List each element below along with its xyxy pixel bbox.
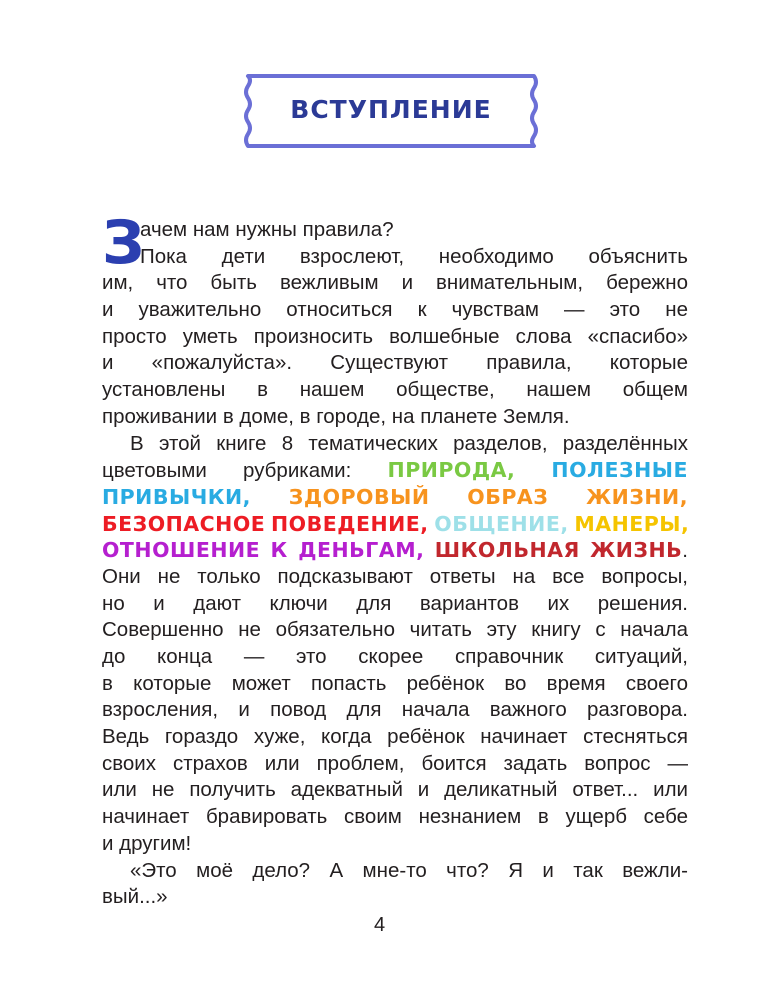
rubric-priroda: ПРИРОДА, (387, 458, 516, 483)
title-frame (238, 66, 544, 154)
text-line: Совершенно не обязательно читать эту книгу с начала (102, 618, 688, 642)
text-line (102, 537, 688, 564)
rubric-bezopasnoe: БЕЗОПАСНОЕ (102, 511, 266, 536)
rubric-zhizn: ЖИЗНЬ (590, 538, 683, 563)
text-line: просто уметь произносить волшебные слова «спасибо» (102, 324, 688, 348)
rubric-povedenie: ПОВЕДЕНИЕ, (270, 511, 429, 536)
text-fragment: . (682, 539, 688, 563)
page-number: 4 (373, 914, 386, 936)
text-line: «Это моё дело? А мне-то что? Я и так вежли- (130, 858, 688, 882)
text-line: Ведь гораздо хуже, когда ребёнок начинает стесняться (102, 725, 688, 749)
rubric-poleznye: ПОЛЕЗНЫЕ (551, 458, 689, 483)
text-line: проживании в доме, в городе, на планете Земля. (102, 404, 570, 428)
rubric-last (590, 539, 688, 562)
text-line: или не получить адекватный и деликатный ответ... или (102, 778, 688, 802)
rubric-obshchenie: ОБЩЕНИЕ, (434, 511, 569, 536)
text-line (102, 457, 688, 484)
text-fragment: цветовыми рубриками: (102, 459, 352, 483)
text-line: и другим! (102, 831, 192, 855)
text-line: в которые может попасть ребёнок во время своего (102, 671, 688, 695)
rubric-zhizni: ЖИЗНИ, (586, 484, 688, 509)
text-line: В этой книге 8 тематических разделов, разделённых (130, 431, 688, 455)
text-line: взросления, и повод для начала важного разговора. (102, 698, 688, 722)
drop-cap: З (102, 208, 145, 278)
rubric-privychki: ПРИВЫЧКИ, (102, 484, 251, 509)
rubric-otnoshenie: ОТНОШЕНИЕ (102, 538, 261, 563)
rubric-k: К (270, 538, 288, 563)
body-text (102, 217, 688, 911)
text-line: и уважительно относиться к чувствам — это не (102, 298, 688, 322)
text-line: начинает бравировать своим незнанием в ущерб себе (102, 805, 688, 829)
text-line: Они не только подсказывают ответы на все вопросы, (102, 564, 688, 588)
text-line (102, 511, 688, 538)
text-line: вый...» (102, 885, 168, 909)
rubric-obraz: ОБРАЗ (467, 484, 549, 509)
text-line: Пока дети взрослеют, необходимо объяснить (140, 244, 688, 268)
text-line: им, что быть вежливым и внимательным, бережно (102, 271, 688, 295)
text-line: но и дают ключи для вариантов их решения. (102, 591, 688, 615)
text-line: ачем нам нужны правила? (140, 218, 394, 241)
page-title: ВСТУПЛЕНИЕ (290, 95, 492, 124)
text-line: установлены в нашем обществе, нашем общем (102, 378, 688, 402)
text-line: до конца — это скорее справочник ситуаций, (102, 645, 688, 668)
rubric-shkolnaya: ШКОЛЬНАЯ (434, 538, 580, 563)
text-line: и «пожалуйста». Существуют правила, которые (102, 351, 688, 375)
rubric-manery: МАНЕРЫ, (574, 511, 690, 536)
rubric-zdorovyi: ЗДОРОВЫЙ (288, 484, 430, 509)
text-line (102, 484, 688, 511)
text-line: своих страхов или проблем, боится задать вопрос — (102, 751, 688, 775)
rubric-dengam: ДЕНЬГАМ, (298, 538, 425, 563)
